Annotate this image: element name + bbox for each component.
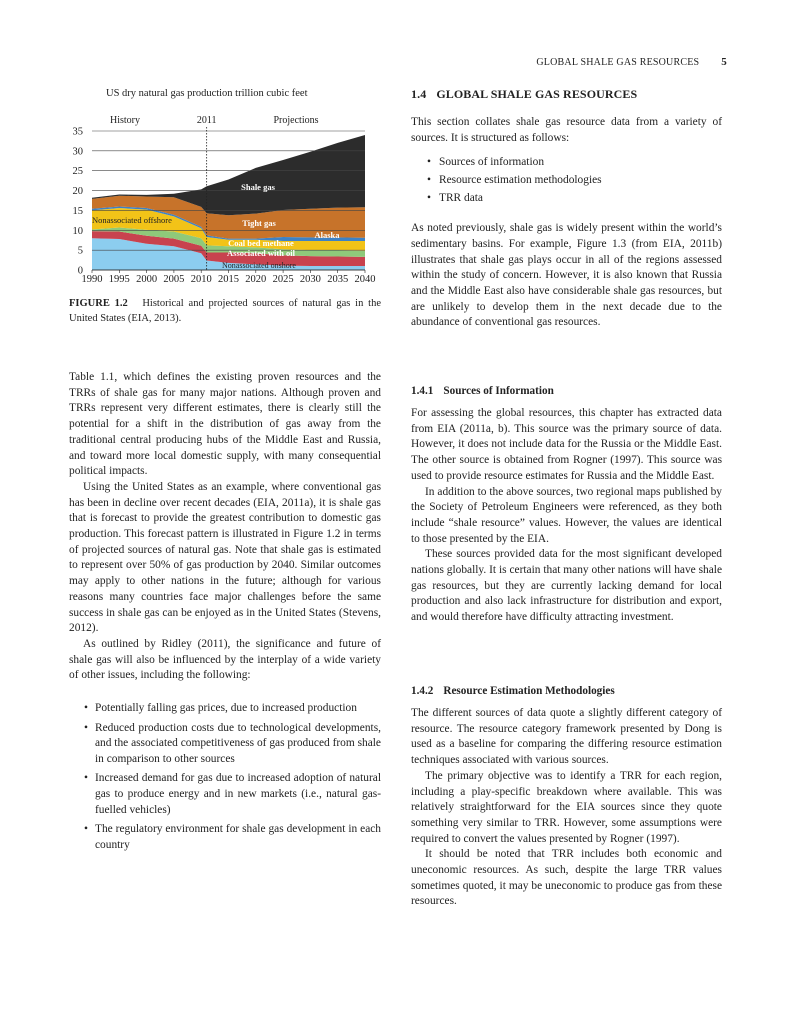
issues-list <box>69 701 381 853</box>
subsection-paragraph-1: For assessing the global resources, this chapter has extracted data from EIA (2011a, b). This source was the primary source of data. However, it does not include data for the Russia or the Middle East. The other source is obtained from Rogner (1997). This source was used to provide resource estimates for Russia and the Middle East. <box>411 407 722 482</box>
y-tick-label: 15 <box>72 205 83 217</box>
shale-gas-label: Shale gas <box>241 182 275 192</box>
x-tick-label: 1990 <box>81 274 103 285</box>
list-item: • Potentially falling gas prices, due to increased production <box>69 701 381 717</box>
tight-gas-label: Tight gas <box>242 218 276 228</box>
list-item: • Sources of information <box>411 154 722 172</box>
x-tick-label: 2025 <box>272 274 294 285</box>
running-head <box>536 56 727 68</box>
y-tick-label: 30 <box>72 146 83 158</box>
x-tick-label: 2030 <box>299 274 321 285</box>
y-tick-label: 5 <box>77 245 83 257</box>
chart-title: US dry natural gas production trillion cubic feet <box>106 88 308 99</box>
subsection-number: 1.4.2 <box>411 685 434 697</box>
section-heading <box>411 87 722 102</box>
subsection-title: Resource Estimation Methodologies <box>443 685 615 697</box>
section-paragraph: As noted previously, shale gas is widely present within the world’s sedimentary basins. For example, Figure 1.3 (from EIA, 2011b) illustrates that shale gas plays occur in all of the regions assessed within the study of concern. However, it is also known that Russia and the Middle East also have considerable shale gas resources, but are unlikely to develop them in the next decade due to the abundance of conventional gas resources. <box>411 222 722 329</box>
x-tick-label: 1995 <box>108 274 130 285</box>
x-tick-label: 2040 <box>354 274 376 285</box>
associated-with-oil-label: Associated with oil <box>227 248 295 258</box>
structure-list <box>411 154 722 207</box>
list-item: • Increased demand for gas due to increased adoption of natural gas to produce energy and in new markets (i.e., natural gas-fuelled vehicles) <box>69 771 381 818</box>
left-paragraph-3: As outlined by Ridley (2011), the significance and future of shale gas will also be influenced by the interplay of a wide variety of other issues, including the following: <box>69 637 381 682</box>
figure-caption-label: FIGURE 1.2 <box>69 298 128 309</box>
nonassociated-onshore-label: Nonassociated onshore <box>222 261 296 270</box>
section-title: GLOBAL SHALE GAS RESOURCES <box>436 87 638 101</box>
x-tick-label: 2020 <box>245 274 267 285</box>
y-tick-label: 25 <box>72 166 83 178</box>
subsection-number: 1.4.1 <box>411 385 434 397</box>
subsection-heading <box>411 385 722 397</box>
y-tick-label: 10 <box>72 225 83 237</box>
history-label: History <box>110 115 140 126</box>
section-1-4 <box>411 87 722 331</box>
coal-bed-methane-label: Coal bed methane <box>228 238 294 248</box>
subsection-paragraph-2: The primary objective was to identify a TRR for each region, including a play-specific breakdown where available. This was relatively straightforward for the EIA sources since they quote something very similar to TRR. However, some assumptions were required to convert the values presented by Rogner (1997). <box>411 769 722 845</box>
figure-caption <box>69 296 381 326</box>
x-tick-label: 2010 <box>190 274 212 285</box>
x-tick-label: 2000 <box>136 274 158 285</box>
x-tick-label: 2035 <box>327 274 349 285</box>
section-intro: This section collates shale gas resource data from a variety of sources. It is structured as follows: <box>411 116 722 144</box>
list-item: • Reduced production costs due to technological developments, and the associated competitiveness of gas produced from shale in comparison to other sources <box>69 721 381 768</box>
gas-production-chart <box>60 108 382 286</box>
list-item: • TRR data <box>411 190 722 208</box>
subsection-paragraph-1: The different sources of data quote a slightly different category of resource. The resource category framework presented by Dong is used as a baseline for comparing the differing resource estimation techniques associated with various sources. <box>411 707 722 767</box>
x-tick-label: 2015 <box>218 274 239 285</box>
subsection-paragraph-2: In addition to the above sources, two regional maps published by the Society of Petroleum Engineers were referenced, as they both include “shale resource” values. However, the values are identical to those presented by the EIA. <box>411 485 722 545</box>
left-paragraph-1: Table 1.1, which defines the existing proven resources and the TRRs of shale gas for many major nations. Although proven and TRRs represent very different estimates, there is clearly still the potential for a shift in the distribution of gas away from the traditional central producing hubs of the Middle East and Russia, and toward more local domestic supply, with many consequential political impacts. <box>69 371 381 478</box>
projections-label: Projections <box>273 115 319 126</box>
section-1-4-1 <box>411 385 722 626</box>
subsection-heading <box>411 685 722 697</box>
y-tick-label: 20 <box>72 186 83 198</box>
y-tick-label: 35 <box>72 126 83 138</box>
section-number: 1.4 <box>411 87 427 101</box>
subsection-paragraph-3: It should be noted that TRR includes both economic and uneconomic resources. As such, despite the large TRR values sometimes quoted, it may be uneconomic to produce gas from these resources. <box>411 848 722 908</box>
figure-caption-text: Historical and projected sources of natural gas in the United States (EIA, 2013). <box>69 298 381 324</box>
left-paragraph-2: Using the United States as an example, where conventional gas has been in decline over recent decades (EIA, 2011a), it is shale gas that is forecast to provide the greatest contribution to domestic gas production. This forecast pattern is illustrated in Figure 1.2 in terms of projected sources of natural gas. Note that shale gas is estimated to represent over 50% of gas production by 2040. Similar outcomes may apply to other nations in the future; although for various reasons many countries face major challenges before the same success in shale gas can be enjoyed as in the United States (Stevens, 2012). <box>69 480 381 635</box>
page-number: 5 <box>721 56 727 68</box>
section-1-4-2 <box>411 685 722 910</box>
subsection-title: Sources of Information <box>443 385 554 397</box>
running-head-title: GLOBAL SHALE GAS RESOURCES <box>536 57 700 68</box>
alaska-label: Alaska <box>314 230 340 240</box>
left-column <box>69 370 381 857</box>
subsection-paragraph-3: These sources provided data for the most significant developed nations globally. It is certain that many other nations will have shale gas resources, but they are currently lacking demand for local production and also lack infrastructure for distribution and export, and would therefore have difficulty attracting investment. <box>411 548 722 624</box>
list-item: • Resource estimation methodologies <box>411 172 722 190</box>
y-tick-label: 0 <box>77 265 83 277</box>
nonassociated-offshore-label: Nonassociated offshore <box>92 215 172 225</box>
x-tick-label: 2005 <box>163 274 185 285</box>
list-item: • The regulatory environment for shale gas development in each country <box>69 822 381 853</box>
divider-year-label: 2011 <box>196 115 217 126</box>
